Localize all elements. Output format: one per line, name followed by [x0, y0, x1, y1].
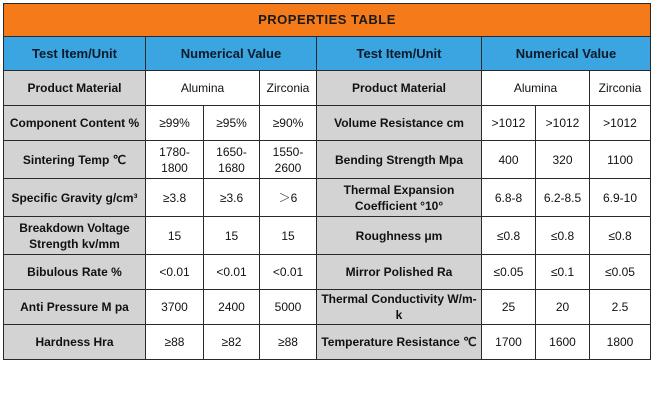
table-row: [4, 290, 651, 325]
right-property-value: 6.2-8.5: [536, 179, 590, 217]
right-property-value: 320: [536, 141, 590, 179]
table-row: [4, 217, 651, 255]
right-property-value: ≤0.05: [590, 255, 651, 290]
right-property-label: Thermal Expansion Coefficient °10°: [317, 179, 482, 217]
right-property-value: 6.8-8: [482, 179, 536, 217]
right-property-value: >1012: [590, 106, 651, 141]
right-material-zirconia: Zirconia: [590, 71, 651, 106]
left-property-value: 1780-1800: [146, 141, 204, 179]
left-property-value: <0.01: [146, 255, 204, 290]
left-property-value: 1650-1680: [204, 141, 260, 179]
left-property-value: ≥82: [204, 325, 260, 360]
properties-table-container: [3, 3, 650, 360]
table-title: PROPERTIES TABLE: [4, 4, 651, 37]
left-property-value: 5000: [260, 290, 317, 325]
right-property-value: 1800: [590, 325, 651, 360]
left-property-value: ≥95%: [204, 106, 260, 141]
right-material-label: Product Material: [317, 71, 482, 106]
left-property-label: Bibulous Rate %: [4, 255, 146, 290]
right-property-value: ≤0.8: [590, 217, 651, 255]
left-property-label: Sintering Temp ℃: [4, 141, 146, 179]
left-property-value: 2400: [204, 290, 260, 325]
left-property-value: ≥90%: [260, 106, 317, 141]
right-property-label: Roughness μm: [317, 217, 482, 255]
right-property-value: 400: [482, 141, 536, 179]
right-property-label: Mirror Polished Ra: [317, 255, 482, 290]
table-row: [4, 179, 651, 217]
properties-table: [3, 3, 651, 360]
header-right-test-item: Test Item/Unit: [317, 37, 482, 71]
left-property-label: Anti Pressure M pa: [4, 290, 146, 325]
left-property-value: ≥99%: [146, 106, 204, 141]
right-material-alumina: Alumina: [482, 71, 590, 106]
right-property-value: 25: [482, 290, 536, 325]
header-right-numerical-value: Numerical Value: [482, 37, 651, 71]
table-row: [4, 325, 651, 360]
left-property-label: Breakdown Voltage Strength kv/mm: [4, 217, 146, 255]
right-property-label: Bending Strength Mpa: [317, 141, 482, 179]
right-property-value: ≤0.05: [482, 255, 536, 290]
left-property-value: 3700: [146, 290, 204, 325]
right-property-value: ≤0.8: [482, 217, 536, 255]
right-property-label: Temperature Resistance ℃: [317, 325, 482, 360]
right-property-value: 1100: [590, 141, 651, 179]
table-row: [4, 255, 651, 290]
left-property-value: ≥88: [146, 325, 204, 360]
left-property-value: <0.01: [204, 255, 260, 290]
right-property-value: 1600: [536, 325, 590, 360]
table-body: [4, 4, 651, 360]
right-property-value: 1700: [482, 325, 536, 360]
header-row: [4, 37, 651, 71]
left-property-value: <0.01: [260, 255, 317, 290]
left-property-value: 1550-2600: [260, 141, 317, 179]
material-row: [4, 71, 651, 106]
right-property-value: >1012: [482, 106, 536, 141]
table-row: [4, 106, 651, 141]
right-property-value: ≤0.1: [536, 255, 590, 290]
right-property-label: Thermal Conductivity W/m-k: [317, 290, 482, 325]
right-property-value: 20: [536, 290, 590, 325]
left-property-label: Specific Gravity g/cm³: [4, 179, 146, 217]
left-material-alumina: Alumina: [146, 71, 260, 106]
right-property-label: Volume Resistance cm: [317, 106, 482, 141]
title-row: [4, 4, 651, 37]
table-row: [4, 141, 651, 179]
right-property-value: 2.5: [590, 290, 651, 325]
left-property-label: Hardness Hra: [4, 325, 146, 360]
left-property-value: 15: [204, 217, 260, 255]
right-property-value: ≤0.8: [536, 217, 590, 255]
left-material-label: Product Material: [4, 71, 146, 106]
right-property-value: >1012: [536, 106, 590, 141]
header-left-numerical-value: Numerical Value: [146, 37, 317, 71]
right-property-value: 6.9-10: [590, 179, 651, 217]
left-property-value: 15: [146, 217, 204, 255]
left-property-value: ＞6: [260, 179, 317, 217]
left-material-zirconia: Zirconia: [260, 71, 317, 106]
left-property-value: ≥3.6: [204, 179, 260, 217]
left-property-value: ≥3.8: [146, 179, 204, 217]
left-property-value: 15: [260, 217, 317, 255]
left-property-label: Component Content %: [4, 106, 146, 141]
left-property-value: ≥88: [260, 325, 317, 360]
header-left-test-item: Test Item/Unit: [4, 37, 146, 71]
